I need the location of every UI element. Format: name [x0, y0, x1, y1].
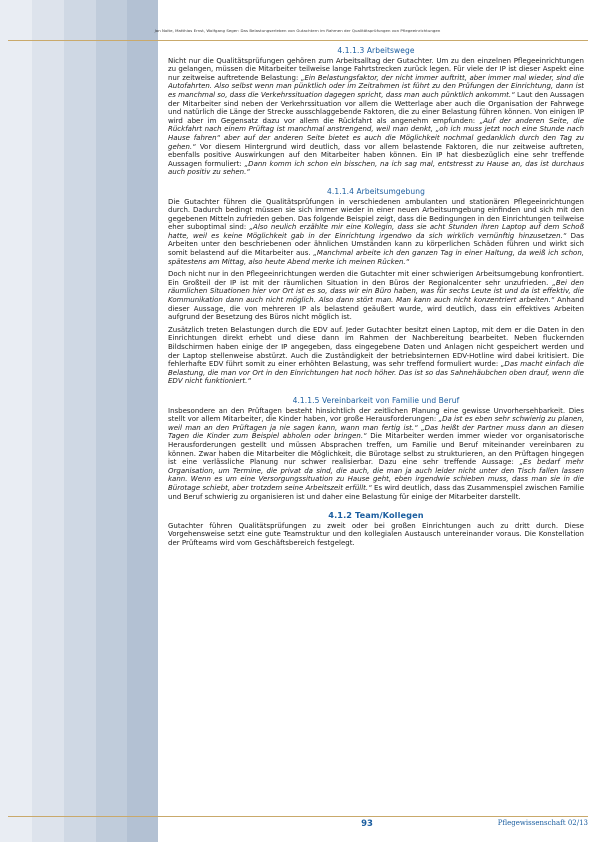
journal-name: Pflegewissenschaft 02/13 [497, 819, 588, 827]
interview-quote: „Da ist es eben sehr schwierig zu planen, weil man an den Prüftagen ja nie sagen kann, wann man fertig ist.“ „Das heißt der Partner muss dann an diesen Tagen die Kinder zum Beispiel abholen oder bringen.“ [168, 415, 584, 441]
interview-quote: „Bei den räumlichen Situationen hier vor Ort ist es so, dass wir ein Büro haben, was für sechs Leute ist und da ist effektiv, die Kommunikation dann auch nicht möglich. Also dann stört man. Man kann auch nicht konzentriert arbeiten.“ [168, 278, 584, 305]
stripe [127, 0, 158, 842]
paragraph [168, 198, 584, 267]
page-number: 93 [361, 819, 373, 829]
stripe [96, 0, 127, 842]
paragraph [168, 522, 584, 548]
section-heading: 4.1.2 Team/Kollegen [328, 510, 424, 521]
paragraph [168, 407, 584, 502]
paragraph [168, 326, 584, 386]
stripe [64, 0, 96, 842]
section-heading: 4.1.1.5 Vereinbarkeit von Familie und Beruf [292, 395, 460, 405]
text-run: Die Mitarbeiter werden immer wieder vor organisatorische Herausforderungen gestellt und müssen Absprachen treffen, um Familie und Beruf miteinander vereinbaren zu können. Zwar haben die Mitarbeiter die Möglichkeit, die Bürotage selbst zu strukturieren, an den Prüftagen hingegen ist eine verlässliche Planung nur schwer realisierbar. Dazu eine sehr treffende Aussage: [168, 432, 584, 467]
interview-quote: „Es bedarf mehr Organisation, um Termine, die privat da sind, die auch, die man ja auch leider nicht unter den Tisch fallen lassen kann. Wenn es um eine Versorgungssituation zu Hause geht, eben irgendwie schieben muss, dass man sie in die Bürotage schiebt, aber trotzdem seine Arbeitszeit erfüllt.“ [168, 458, 584, 492]
running-header: Jan Nolte, Matthias Ernst, Wolfgang Seger: Das Belastungserleben von Gutachtern im Rahmen der Qualitätsprüfungen von Pflegeeinrichtungen [154, 28, 441, 33]
text-run: Die Gutachter führen die Qualitätsprüfungen in verschiedenen ambulanten und stationären Pflegeeinrichtungen durch. Dadurch bedingt müssen sie sich immer wieder in einer neuen Arbeitsumgebung einfinden und sich mit den gegebenen Mitteln zufrieden geben. Das folgende Beispiel zeigt, dass die Bedingungen in den Einrichtungen teilweise eher suboptimal sind: [168, 197, 584, 232]
footer-rule [8, 816, 588, 817]
stripe [32, 0, 64, 842]
text-run: Laut den Aussagen der Mitarbeiter sind neben der Verkehrssituation vor allem die Wetterlage aber auch die Organisation der Fahrwege und natürlich die Länge der Strecke ausschlaggebende Faktoren, die zu einer Belastung führen können. Von einigen IP wird aber im Gegensatz dazu vor allem die Rückfahrt als angenehm empfunden: [168, 90, 584, 125]
interview-quote: „Ein Belastungsfaktor, der nicht immer auftritt, aber immer mal wieder, sind die Autofahrten. Also selbst wenn man pünktlich oder im Zeitrahmen ist führt zu den Prüfungen der Einrichtung, dann ist es manchmal so, dass die Verkehrssituation dagegen spricht, dass man auch pünktlich ankommt.“ [168, 73, 584, 99]
section-heading: 4.1.1.3 Arbeitswege [337, 46, 415, 55]
stripe [0, 0, 32, 842]
header-rule [8, 40, 588, 41]
text-run: Gutachter führen Qualitätsprüfungen zu zweit oder bei großen Einrichtungen auch zu dritt durch. Diese Vorgehensweise setzt eine gute Teamstruktur und den kollegialen Austausch untereinander voraus. Die Konstellation der Prüfteams wird vom Geschäftsbereich festgelegt. [168, 521, 584, 547]
article-body [168, 46, 584, 806]
text-run: Vor diesem Hintergrund wird deutlich, dass vor allem belastende Faktoren, die nur zeitweise auftreten, ebenfalls positive Auswirkungen auf den Mitarbeiter haben können. Ein IP hat diesbezüglich eine sehr treffende Aussagen formuliert: [168, 142, 584, 168]
text-run: Anhand dieser Aussage, die von mehreren IP als belastend geäußert wurde, wird deutlich, dass ein effektives Arbeiten aufgrund der Besetzung des Büros nicht möglich ist. [168, 296, 584, 322]
interview-quote: „Dann komm ich schon ein bisschen, na ich sag mal, entstresst zu Hause an, das ist durchaus auch positiv zu sehen.“ [168, 159, 584, 177]
interview-quote: „Das macht einfach die Belastung, die man vor Ort in den Einrichtungen hat noch höher. Das ist so das Sahnehäubchen oben drauf, wenn die EDV nicht funktioniert.“ [168, 360, 584, 386]
text-run: Es wird deutlich, dass das Zusammenspiel zwischen Familie und Beruf schwierig zu organisieren ist und daher eine Belastung für einige der Mitarbeiter darstellt. [168, 483, 584, 501]
text-run: Zusätzlich treten Belastungen durch die EDV auf. Jeder Gutachter besitzt einen Laptop, mit dem er die Daten in den Einrichtungen direkt erhebt und diese dann im Rahmen der Nachbereitung bearbeitet. Neben fluckernden Bildschirmen haben einige der IP angegeben, dass eingegebene Daten und Anlagen nicht gespeichert werden und der Laptop stellenweise abstürzt. Auch die Zuständigkeit der betriebsinternen EDV-Hotline wird dabei kritisiert. Die fehlerhafte EDV führt somit zu einer erhöhten Belastung, was sehr treffend formuliert wurde: [168, 325, 584, 369]
paragraph [168, 270, 584, 322]
text-run: Das Arbeiten unter den beschriebenen oder ähnlichen Umständen kann zu körperlichen Schäden führen und wirkt sich somit belastend auf die Mitarbeiter aus. [168, 231, 584, 258]
paragraph [168, 57, 584, 177]
interview-quote: „Also neulich erzählte mir eine Kollegin, dass sie acht Stunden ihren Laptop auf dem Schoß hatte, weil es keine Möglichkeit gab in der Einrichtung irgendwo da sich wirklich vernünftig hinzusetzen.“ [168, 223, 584, 240]
decorative-stripes [0, 0, 158, 842]
text-run: Insbesondere an den Prüftagen besteht hinsichtlich der zeitlichen Planung eine gewisse Unvorhersehbarkeit. Dies stellt vor allem Mitarbeiter, die Kinder haben, vor große Herausforderungen: [168, 406, 584, 424]
interview-quote: „Manchmal arbeite ich den ganzen Tag in einer Haltung, da weiß ich schon, spätestens am Mittag, also heute Abend merke ich meinen Rücken.“ [168, 249, 584, 266]
section-heading: 4.1.1.4 Arbeitsumgebung [327, 186, 425, 196]
interview-quote: „Auf der anderen Seite, die Rückfahrt nach einem Prüftag ist manchmal anstrengend, weil man denkt, „oh ich muss jetzt noch eine Stunde nach Hause fahren“ aber auf der anderen Seite bietet es auch die Möglichkeit nochmal gedanklich durch den Tag zu gehen.“ [168, 116, 584, 151]
text-run: Doch nicht nur in den Pflegeeinrichtungen werden die Gutachter mit einer schwierigen Arbeitsumgebung konfrontiert. Ein Großteil der IP ist mit der räumlichen Situation in den Büros der Regionalcenter sehr unzufrieden. [168, 270, 584, 287]
text-run: Nicht nur die Qualitätsprüfungen gehören zum Arbeitsalltag der Gutachter. Um zu den einzelnen Pflegeeinrichtungen zu gelangen, müssen die Mitarbeiter teilweise lange Fahrtstrecken zurück legen. Für viele der IP ist dieser Aspekt eine nur zeitweise auftretende Belastung: [168, 56, 584, 82]
